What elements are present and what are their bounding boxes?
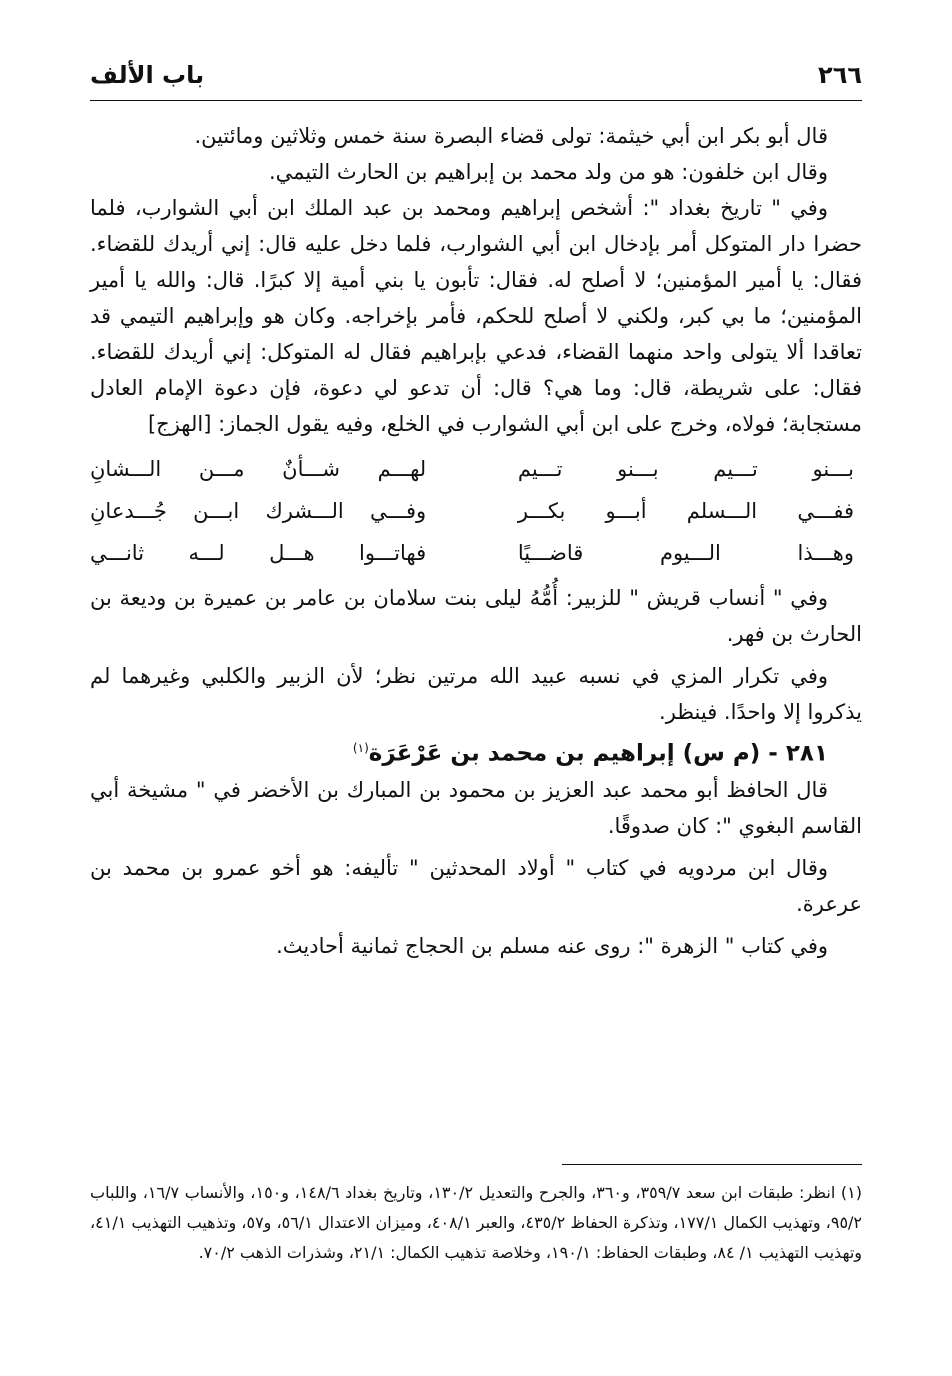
poem-verse xyxy=(90,532,862,574)
page-number: ٢٦٦ xyxy=(818,61,862,89)
footnote-marker: (١) xyxy=(352,741,369,755)
poem xyxy=(90,448,862,574)
book-page xyxy=(90,0,862,1376)
verse-second-half: فهاتـــوا هـــل لـــه ثانـــي xyxy=(90,541,427,565)
page-header xyxy=(90,58,862,92)
paragraph: وفي كتاب " الزهرة ": روى عنه مسلم بن الحجاج ثمانية أحاديث. xyxy=(276,933,828,958)
poem-verse xyxy=(90,490,862,532)
paragraph: وفي تكرار المزي في نسبه عبيد الله مرتين نظر؛ لأن الزبير والكلبي وغيرهما لم يذكروا إلا واحدًا. فينظر. xyxy=(90,664,862,724)
section-title: باب الألف xyxy=(90,61,205,89)
paragraph: قال الحافظ أبو محمد عبد العزيز بن محمود بن المبارك بن الأخضر في " مشيخة أبي القاسم البغوي ": كان صدوقًا. xyxy=(90,777,862,838)
verse-second-half: لهـــم شـــأنٌ مـــن الـــشانِ xyxy=(90,457,427,481)
entry-heading xyxy=(90,730,862,772)
verse-first-half: بـــنو تـــيم بـــنو تـــيم xyxy=(517,457,854,481)
paragraph: وفي " أنساب قريش " للزبير: أُمُّهُ ليلى بنت سلامان بن عامر بن عميرة بن وديعة بن الحارث بن فهر. xyxy=(90,586,862,646)
paragraph: وفي " تاريخ بغداد ": أشخص إبراهيم ومحمد بن عبد الملك ابن أبي الشوارب، فلما حضرا دار المتوكل أمر بإدخال ابن أبي الشوارب، فلما دخل عليه قال: إني أريدك للقضاء. فقال: يا أمير المؤمنين؛ لا أصلح له. فقال: تأبون يا بني أمية إلا كبرًا. قال: والله يا أمير المؤمنين؛ ما بي كبر، ولكني لا أصلح للحكم، فأمر بإخراجه. وكان هو وإبراهيم التيمي قد تعاقدا ألا يتولى واحد منهما القضاء، فدعي بإبراهيم فقال له المتوكل: إني أريدك للقضاء. فقال: على شريطة، قال: وما هي؟ قال: أن تدعو لي دعوة، فإن دعوة الإمام العادل مستجابة؛ فولاه، وخرج على ابن أبي الشوارب في الخلع، وفيه يقول الجماز: [الهزج] xyxy=(90,196,862,436)
main-text xyxy=(90,118,862,964)
verse-first-half: ففـــي الـــسلم أبـــو بكـــر xyxy=(517,499,854,523)
paragraph: وقال ابن خلفون: هو من ولد محمد بن إبراهيم بن الحارث التيمي. xyxy=(269,160,828,184)
verse-second-half: وفـــي الـــشرك ابـــن جُـــدعانِ xyxy=(90,499,427,523)
footnote: (١) انظر: طبقات ابن سعد ٣٥٩/٧، و٣٦٠، والجرح والتعديل ١٣٠/٢، وتاريخ بغداد ١٤٨/٦، و١٥٠، والأنساب ١٦/٧، واللباب ٩٥/٢، وتهذيب الكمال ١٧٧/١، وتذكرة الحفاظ ٤٣٥/٢، والعبر ٤٠٨/١، وميزان الاعتدال ٥٦/١، و٥٧، وتذهيب التهذيب ٤١/١، وتهذيب التهذيب ١/ ٨٤، وطبقات الحفاظ: ١٩٠/١، وخلاصة تذهيب الكمال: ٢١/١، وشذرات الذهب ٧٠/٢. xyxy=(90,1183,863,1262)
verse-first-half: وهـــذا الـــيوم قاضـــيًا xyxy=(517,541,854,565)
footnotes xyxy=(90,1178,862,1268)
poem-verse xyxy=(90,448,862,490)
entry-heading-text: ٢٨١ - (م س) إبراهيم بن محمد بن عَرْعَرَة xyxy=(368,740,828,767)
paragraph: قال أبو بكر ابن أبي خيثمة: تولى قضاء البصرة سنة خمس وثلاثين ومائتين. xyxy=(194,124,828,148)
header-divider xyxy=(90,100,862,101)
paragraph: وقال ابن مردويه في كتاب " أولاد المحدثين " تأليفه: هو أخو عمرو بن محمد بن عرعرة. xyxy=(90,855,862,916)
footnote-divider xyxy=(562,1164,862,1165)
